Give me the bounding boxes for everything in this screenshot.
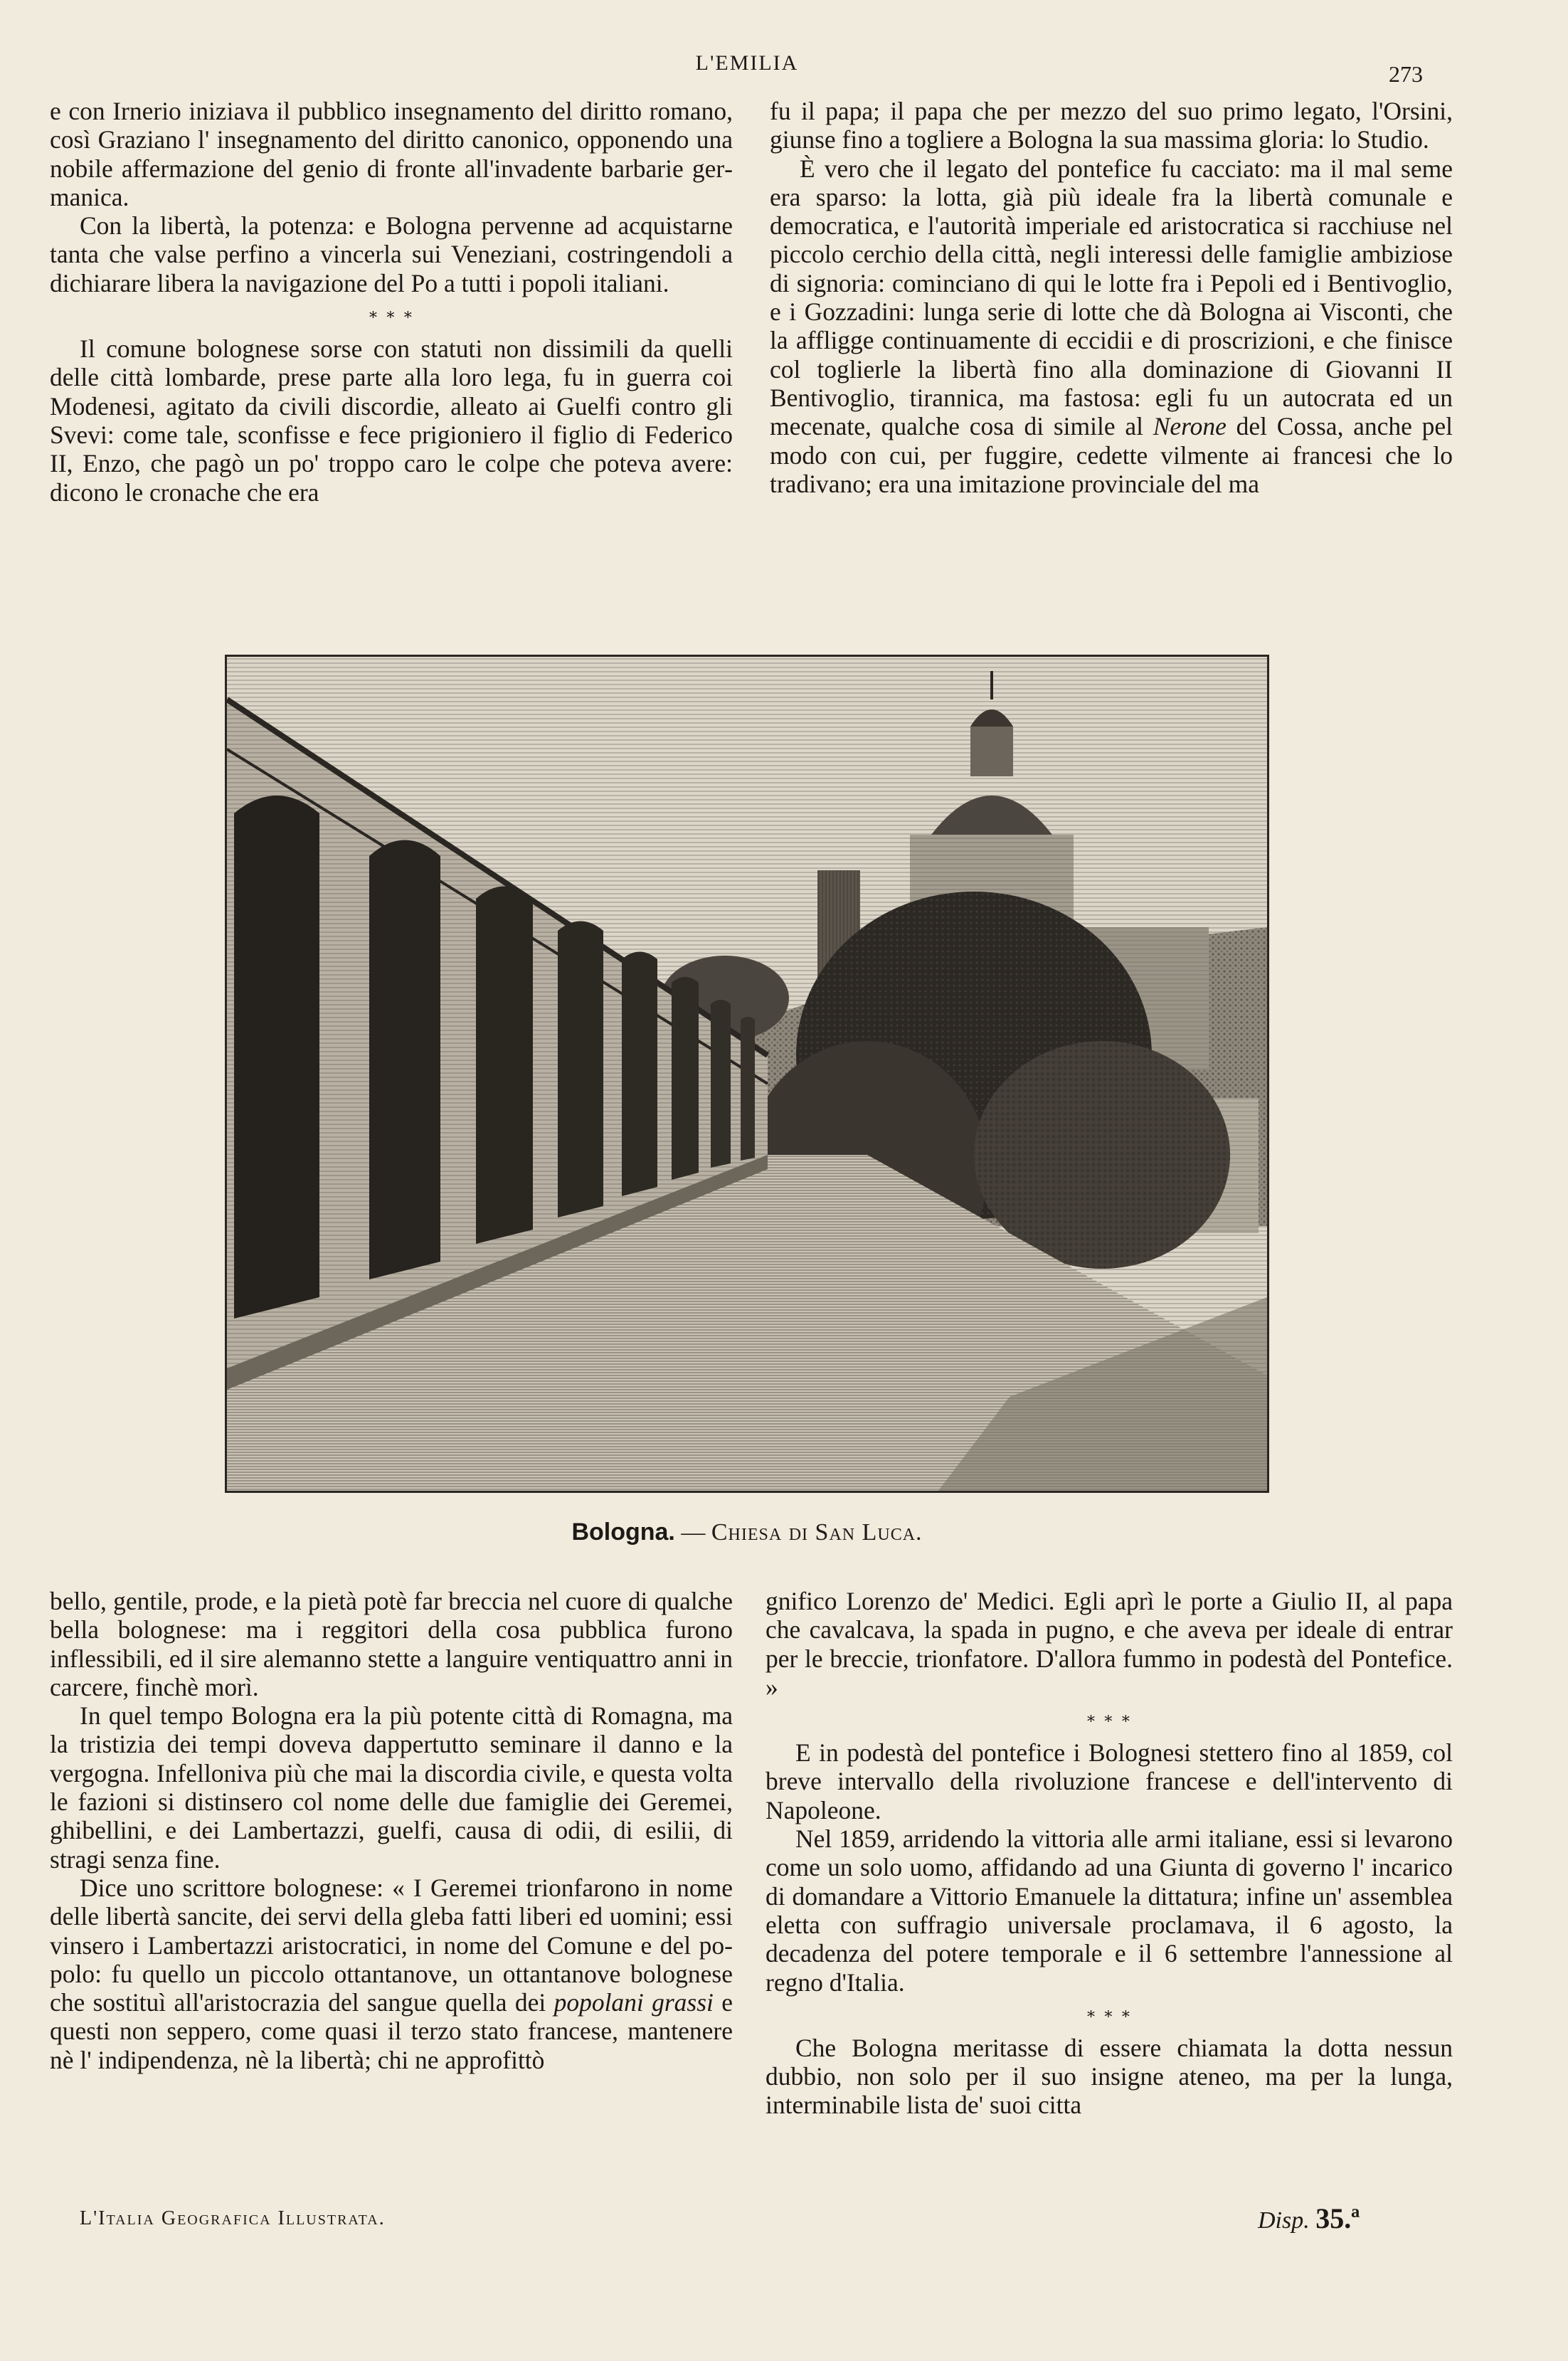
running-header: L'EMILIA (695, 51, 799, 75)
paragraph-text: Dice uno scrittore bolognese: « I Geremei trionfarono in nome delle libertà sancite, dei servi della gleba fatti liberi ed uomini; essi vinsero i Lambertazzi aristocratici, in nome del Comune e del popolo: fu quello un piccolo ottantanove, un ottantanove bolognese che sostituì all'aristocrazia del sangue quella dei (50, 1873, 733, 2017)
paragraph: e con Irnerio iniziava il pubblico insegnamento del diritto romano, così Graziano l' insegnamento del diritto canonico, opponendo una nobile affermazione del genio di fronte all'invadente barbarie germanica. (50, 97, 733, 211)
section-separator: ∗ ∗ ∗ (368, 305, 415, 324)
text-column-4 (766, 1587, 1453, 2120)
paragraph: Il comune bolognese sorse con statuti non dissimili da quelli delle città lombarde, prese parte alla loro lega, fu in guerra coi Modenesi, agitato da civili discordie, alleato ai Guelfi contro gli Svevi: come tale, sconfisse e fece prigioniero il figlio di Federico II, Enzo, che pagò un po' troppo caro le colpe che poteva avere: dicono le cronache che era (50, 334, 733, 507)
paragraph (50, 1874, 733, 2074)
caption-dash: — (681, 1519, 706, 1546)
illustration-engraving (227, 657, 1267, 1491)
figure-caption (0, 1518, 1494, 1546)
caption-place: Bologna. (571, 1518, 675, 1546)
paragraph-text: del Cossa, anche pel modo con cui, per fuggire, cedette vilmente ai francesi che lo tradivano; era una imitazione provinciale del ma (770, 412, 1453, 498)
paragraph-text: e questi non seppero, come quasi il terzo stato francese, mantenere nè l' indipendenza, nè la libertà; chi ne approfittò (50, 1988, 733, 2074)
section-separator: ∗ ∗ ∗ (1086, 1709, 1133, 1728)
paragraph: bello, gentile, prode, e la pietà potè far breccia nel cuore di qualche bella bolognese: ma i reggitori della cosa pubblica furono inflessibili, ed il sire alemanno stette a languire ventiquattro anni in carcere, finchè morì. (50, 1587, 733, 1701)
text-column-2 (770, 97, 1453, 498)
page-number: 273 (1389, 61, 1423, 87)
footer-dispensa (1258, 2202, 1360, 2235)
paragraph: gnifico Lorenzo de' Medici. Egli aprì le porte a Giulio II, al papa che cavalcava, la spada in pugno, e che aveva per ideale di entrar per le breccie, trionfatore. D'allora fummo in podestà del Pontefice. » (766, 1587, 1453, 1701)
text-column-3 (50, 1587, 733, 2074)
emphasis-nerone: Nerone (1153, 412, 1227, 441)
footer-dispensa-label: Disp. (1258, 2207, 1310, 2234)
caption-title: Chiesa di San Luca. (711, 1519, 923, 1546)
paragraph: Nel 1859, arridendo la vittoria alle armi italiane, essi si levarono come un solo uomo, affidando ad una Giunta di governo l' incarico di domandare a Vittorio Emanuele la dittatura; infine un' assemblea eletta con suffragio universale proclamava, il 6 agosto, la decadenza del potere temporale e il 6 settembre l'annessione al regno d'Italia. (766, 1824, 1453, 1997)
paragraph: fu il papa; il papa che per mezzo del suo primo legato, l'Orsini, giunse fino a togliere a Bologna la sua massima gloria: lo Studio. (770, 97, 1453, 154)
engraving-chiesa-san-luca (225, 655, 1269, 1493)
paragraph: In quel tempo Bologna era la più potente città di Romagna, ma la tristizia dei tempi doveva dappertutto seminare il danno e la vergogna. Infelloniva più che mai la discordia civile, e questa volta le fazioni si distinsero col nome delle due famiglie dei Geremei, ghibellini, e dei Lambertazzi, guelfi, causa di odii, di esilii, di stragi senza fine. (50, 1701, 733, 1874)
paragraph (770, 154, 1453, 499)
section-separator: ∗ ∗ ∗ (1086, 2004, 1133, 2022)
footer-dispensa-number: 35.ª (1315, 2202, 1360, 2234)
paragraph-text: È vero che il legato del pontefice fu cacciato: ma il mal seme era sparso: la lotta, già più ideale fra la libertà comunale e democratica, e l'autorità imperiale ed aristocratica si racchiuse nel piccolo cerchio della città, negli interessi delle famiglie ambiziose di signoria: cominciano di qui le lotte fra i Pepoli ed i Bentivoglio, e i Gozzadini: lunga serie di lotte che dà Bologna ai Visconti, che la affligge continuamente di eccidii e di proscrizioni, e che finisce col toglierle la libertà fino alla dominazione di Giovanni II Bentivoglio, tirannica, ma fastosa: egli fu un autocrata ed un mecenate, qualche cosa di simile al (770, 154, 1453, 441)
text-column-1 (50, 97, 733, 507)
paragraph: Che Bologna meritasse di essere chiamata la dotta nessun dubbio, non solo per il suo insigne ateneo, ma per la lunga, interminabile lista de' suoi citta (766, 2033, 1453, 2120)
paragraph: Con la libertà, la potenza: e Bologna pervenne ad acquistarne tanta che valse perfino a vincerla sui Veneziani, costringendoli a dichiarare libera la navigazione del Po a tutti i popoli italiani. (50, 211, 733, 297)
emphasis-popolani-grassi: popolani grassi (553, 1988, 714, 2017)
paragraph: E in podestà del pontefice i Bolognesi stettero fino al 1859, col breve intervallo della rivoluzione francese e dell'intervento di Napoleone. (766, 1738, 1453, 1824)
footer-publication-title: L'Italia Geografica Illustrata. (80, 2207, 386, 2229)
